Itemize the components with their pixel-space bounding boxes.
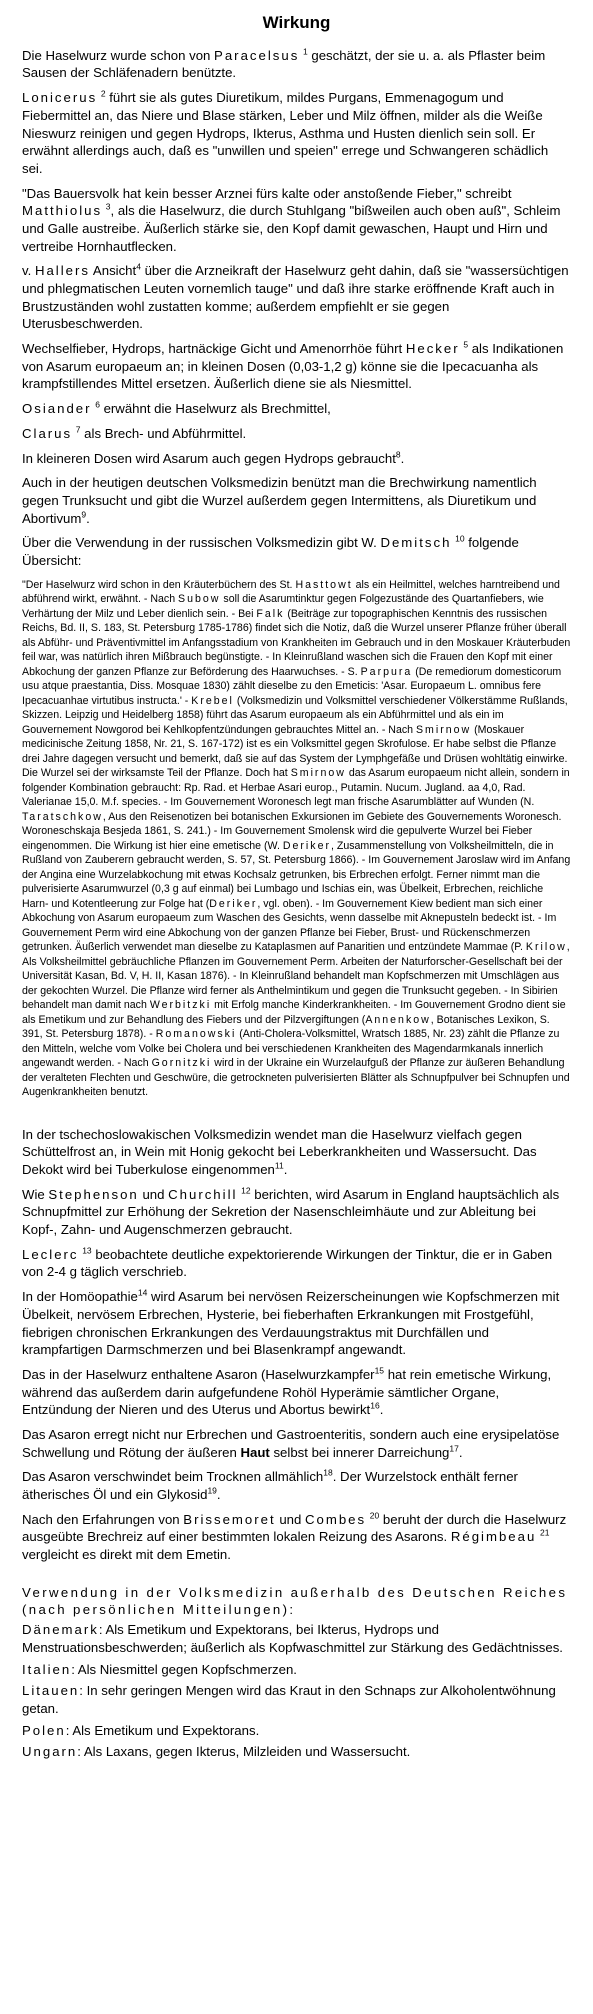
text-run: Wechselfieber, Hydrops, hartnäckige Gicht und Amenorrhöe führt	[22, 341, 406, 357]
text-run: , Als Volksheilmittel gebräuchliche Pflanzen im Gouvernement Perm. Arbeiten der Naturforscher-Gesellschaft bei der Universität Kasan, Bd. V, H. II, Kasan 1876). - In Kleinrußland behandelt man Kopfschmerzen mit Umschlägen aus der gekochten Wurzel. Die Pflanze wird ferner als Anthelmintikum und gegen die Trunksucht gegeben. - In Sibirien behandelt man damit nach	[22, 941, 570, 1012]
author-name: Taratschkow	[22, 810, 103, 823]
text-run: selbst bei innerer Darreichung	[269, 1444, 450, 1460]
author-name: Krilow	[525, 941, 567, 954]
text-run: v.	[22, 263, 35, 279]
text-run: Das Asaron verschwindet beim Trocknen allmählich	[22, 1469, 324, 1485]
usage-text: : Als Niesmittel gegen Kopfschmerzen.	[71, 1661, 297, 1677]
country-name: Ungarn	[22, 1744, 78, 1760]
footnote-ref: 17	[449, 1443, 459, 1454]
footnote-ref: 12	[241, 1185, 251, 1196]
text-run: , Aus den Reisenotizen bei botanischen Exkursionen im Gebiete des Gouvernements Woronesch. Woroneschskaja Besjeda 1861, S. 241.) - Im Gouvernement Smolensk wird die gepulverte Wurzel bei Fieber eingenommen. Die Wirkung ist hier eine emetische (W.	[22, 810, 562, 852]
paragraph	[22, 262, 571, 333]
paragraph	[22, 425, 571, 443]
text-run: geschätzt, der sie u. a. als Pflaster beim Sausen der Schläfenadern benützte.	[22, 47, 546, 81]
text-run: führt sie als gutes Diuretikum, mildes Purgans, Emmenagogum und Fiebermittel an, das Niere und Blase stärken, Leber und Milz öffnen, milder als die Weiße Nieswurz reinigen und gegen Hydrops, Ikterus, Asthma und Husten dienlich sein soll. Er erwähnt allerdings auch, daß es "unwillen und speien" errege und Schwangeren schädlich sei.	[22, 90, 549, 176]
author-name: Gornitzki	[151, 1057, 212, 1070]
footnote-ref: 16	[370, 1400, 380, 1411]
paragraph	[22, 1426, 571, 1461]
author-name: Combes	[305, 1511, 367, 1527]
author-name: Paracelsus	[214, 47, 300, 63]
usage-text: : Als Emetikum und Expektorans, bei Ikterus, Hydrops und Menstruationsbeschwerden; äußerlich als Kopfwaschmittel zur Stärkung des Gedächtnisses.	[22, 1622, 563, 1655]
footnote-ref: 14	[137, 1287, 148, 1298]
usage-item	[22, 1743, 571, 1761]
usage-item	[22, 1661, 571, 1679]
footnote-ref: 2	[100, 88, 106, 99]
footnote-ref: 19	[207, 1485, 217, 1496]
text-run: , Botanisches Lexikon, S. 391, St. Petersburg 1878). -	[22, 1013, 550, 1041]
russian-quote	[22, 578, 571, 1100]
text-run: Ansicht	[90, 263, 137, 279]
footnote-ref: 6	[95, 399, 100, 410]
paragraph	[22, 1126, 571, 1179]
text-run: Das Asaron erregt nicht nur Erbrechen und Gastroenteritis, sondern auch eine erysipelatöse Schwellung und Rötung der äußeren	[22, 1426, 560, 1460]
text-run: , Zusammenstellung von Volksheilmitteln, die in Rußland von Zauberern gebraucht werden, S. 57, St. Petersburg 1866). - Im Gouvernement Jaroslaw wird im Anfang der Angina eine Wurzelabkochung mit etwas Kochsalz getrunken, bis Erbrechen erfolgt. Ferner nimmt man die pulverisierte Asarumwurzel (0,3 g auf einmal) bei Lumbago und Ischias ein, was Übelkeit, Erbrechen, reichliche Harn- und Kotentleerung zur Folge hat (	[22, 839, 571, 910]
footnote-ref: 18	[323, 1467, 333, 1478]
author-name: Leclerc	[22, 1246, 79, 1262]
author-name: Matthiolus	[22, 203, 103, 219]
text-run: Über die Verwendung in der russischen Volksmedizin gibt W.	[22, 535, 381, 551]
footnote-ref: 9	[81, 509, 87, 520]
usage-text: : In sehr geringen Mengen wird das Kraut in den Schnaps zur Alkoholentwöhnung getan.	[22, 1683, 556, 1716]
text-run: folgende Übersicht:	[22, 535, 519, 568]
author-name: Romanowski	[155, 1028, 237, 1041]
text-run: (Volksmedizin und Volksmittel verschiedener Völkerstämme Rußlands, Skizzen. Leipzig und Heidelberg 1858) führt das Asarum europaeum als ein Abführmittel und als ein im Gouvernement Nowgorod bei Kehlkopfentzündungen gebrauchtes Mittel an. - Nach	[22, 694, 568, 736]
text-run: .	[86, 510, 90, 526]
paragraph	[22, 340, 571, 393]
footnote-ref: 11	[274, 1160, 284, 1171]
author-name: Régimbeau	[450, 1529, 537, 1545]
bold-text: Haut	[240, 1444, 270, 1460]
text-run: wird Asarum bei nervösen Reizerscheinungen wie Kopfschmerzen mit Übelkeit, nervösem Erbrechen, Hysterie, bei fieberhaften Erkrankungen mit Frostgefühl, fiebrigen chronischen Erkrankungen des Verdauungstraktus mit Durchfällen und krampfartigen Darmschmerzen und bei Blasenkrampf angewandt.	[22, 1289, 560, 1358]
author-name: Smirnow	[290, 767, 346, 780]
text-run: In der tschechoslowakischen Volksmedizin wendet man die Haselwurz vielfach gegen Schüttelfrost an, in Wein mit Honig gekocht bei Leberkrankheiten und Wassersucht. Das Dekokt wird bei Tuberkulose eingenommen	[22, 1126, 537, 1178]
author-name: Parpura	[360, 665, 413, 678]
text-run: (Moskauer medicinische Zeitung 1858, Nr. 21, S. 167-172) ist es ein Volksmittel gegen Skrofulose. Er habe selbst die Pflanze drei Jahre dagegen versucht und bemerkt, daß sie auf das System der Lymphgefäße und Drüsen wohltätig einwirke. Die Wurzel sei der wirksamste Teil der Pflanze. Doch hat	[22, 723, 568, 780]
page-title: Wirkung	[262, 13, 331, 32]
text-run: .	[216, 1487, 221, 1503]
text-run: als Brech- und Abführmittel.	[80, 425, 247, 441]
text-run: berichten, wird Asarum in England hauptsächlich als Schnupfmittel zur Erhöhung der Sekretion der Nasenschleimhäute und zur Ableitung bei Kopf-, Zahn- und Augenschmerzen gebraucht.	[22, 1186, 560, 1238]
text-run: beobachtete deutliche expektorierende Wirkungen der Tinktur, die er in Gaben von 2-4 g täglich verschrieb.	[22, 1246, 553, 1280]
text-run: wird in der Ukraine ein Wurzelaufguß der Pflanze zur äußeren Behandlung der veralteten Flechten und Geschwüre, die getrockneten pulverisierten Blätter als Schnupfpulver bei Schnupfen und Augenkrankheiten benutzt.	[22, 1057, 570, 1099]
footnote-ref: 13	[82, 1245, 92, 1256]
footnote-ref: 10	[455, 533, 465, 544]
author-name: Subow	[178, 593, 221, 606]
author-name: Falk	[256, 607, 285, 620]
text-run: über die Arzneikraft der Haselwurz geht dahin, daß sie "wassersüchtigen und phlegmatischen Leuten vornemlich tauge" und daß ihre starke eröffnende Kraft auch in Brustzuständen wohl zustatten komme; außerdem empfiehlt er sie gegen Uterusbeschwerden.	[22, 263, 569, 332]
usage-item	[22, 1682, 571, 1717]
author-name: Hallers	[34, 263, 90, 279]
author-name: Hecker	[405, 341, 460, 357]
author-name: Lonicerus	[22, 90, 98, 106]
usage-heading: Verwendung in der Volksmedizin außerhalb des Deutschen Reiches (nach persönlichen Mitteilungen):	[22, 1584, 568, 1618]
text-run: mit Erfolg manche Kinderkrankheiten. - Im Gouvernement Grodno dient sie als Emetikum und zur Behandlung des Fiebers und der Pilzvergiftungen (	[22, 999, 566, 1026]
text-run: als Indikationen von Asarum europaeum an; in kleinen Dosen (0,03-1,2 g) könne sie die Ipecacuanha als krampfstillendes Mittel ersetzen. Äußerlich diene sie als Niesmittel.	[22, 341, 564, 392]
text-run: .	[283, 1162, 288, 1178]
text-run: das Asarum europaeum nicht allein, sondern in folgender Kombination gebraucht: Rp. Rad. et Herbae Asari europ., Putamin. Nucum. Jugland. aa 4,0, Rad. Valerianae 15,0. M.f. species. - Im Gouvernement Woronesch legt man frische Asarumblätter auf Wunden (N.	[22, 767, 570, 809]
text-run: (De remediorum domesticorum usu atque praestantia, Diss. Mosquae 1830) zählt dieselbe zu den Emeticis: 'Asar. Europaeum L. omnibus fere Ipecacuanhae virtutibus instructa.' -	[22, 665, 562, 707]
text-run: als ein Heilmittel, welches harntreibend und abführend wirkt, erwähnt. - Nach	[22, 578, 560, 606]
text-run: .	[379, 1402, 384, 1418]
usage-item	[22, 1621, 571, 1656]
author-name: Deriker	[209, 897, 258, 910]
text-run: In der Homöopathie	[22, 1289, 138, 1305]
footnote-ref: 1	[302, 46, 308, 57]
usage-text: : Als Laxans, gegen Ikterus, Milzleiden und Wassersucht.	[77, 1744, 411, 1760]
country-name: Polen	[22, 1722, 66, 1738]
footnote-ref: 3	[105, 201, 111, 212]
footnote-ref: 8	[395, 449, 401, 460]
footnote-ref: 7	[75, 424, 81, 435]
text-run: und	[275, 1511, 305, 1527]
author-name: Krebel	[191, 694, 234, 707]
paragraph	[22, 534, 571, 569]
footnote-ref: 4	[136, 261, 141, 272]
paragraph	[22, 1186, 571, 1239]
paragraph	[22, 185, 571, 256]
text-run: Wie	[22, 1186, 49, 1202]
usage-list	[22, 1621, 571, 1761]
text-run: In kleineren Dosen wird Asarum auch gegen Hydrops gebraucht	[22, 450, 396, 466]
text-run: .	[458, 1444, 463, 1460]
footnote-ref: 15	[374, 1365, 385, 1376]
author-name: Clarus	[22, 425, 73, 441]
footnote-ref: 21	[539, 1528, 550, 1538]
paragraph	[22, 400, 571, 418]
author-name: Demitsch	[380, 535, 452, 551]
author-name: Hasttowt	[295, 578, 353, 591]
usage-text: : Als Emetikum und Expektorans.	[65, 1722, 260, 1738]
author-name: Stephenson	[48, 1186, 139, 1202]
text-run: .	[400, 450, 405, 466]
intro-paragraphs	[22, 47, 571, 570]
author-name: Werbitzki	[149, 999, 212, 1012]
text-run: , vgl. oben). - Im Gouvernement Kiew bedient man sich einer Abkochung von Asarum europaeum zum Waschen des Gesichts, wenn dasselbe mit Aknepusteln bedeckt ist. - Im Gouvernement Perm wird eine Abkochung von der ganzen Pflanze bei Fieber, Brust- und Rückenschmerzen getrunken. Äußerlich verwendet man dieselbe zu Kataplasmen auf Panaritien und entzündete Mammae (P.	[22, 897, 557, 954]
text-run: Das in der Haselwurz enthaltene Asaron (Haselwurzkampfer	[22, 1366, 375, 1382]
country-name: Dänemark	[22, 1622, 99, 1638]
text-run: vergleicht es direkt mit dem Emetin.	[22, 1547, 231, 1563]
footnote-ref: 5	[463, 339, 469, 350]
text-run: . Der Wurzelstock enthält ferner ätherisches Öl und ein Glykosid	[22, 1469, 518, 1503]
text-run: soll die Asarumtinktur gegen Folgezustände des Quartanfiebers, wie Verhärtung der Milz und Leber dienlich sein. - Bei	[22, 593, 544, 620]
text-run: Nach den Erfahrungen von	[22, 1511, 184, 1527]
later-paragraphs	[22, 1126, 571, 1564]
paragraph	[22, 89, 571, 177]
text-run: beruht der durch die Haselwurz ausgeübte Brechreiz auf einer bestimmten lokalen Reizung des Asarons.	[22, 1511, 567, 1545]
paragraph	[22, 474, 571, 527]
author-name: Osiander	[22, 401, 92, 417]
paragraph	[22, 1366, 571, 1419]
text-run: Die Haselwurz wurde schon von	[22, 47, 215, 63]
paragraph	[22, 1511, 571, 1564]
author-name: Brissemoret	[183, 1511, 276, 1527]
text-run: hat rein emetische Wirkung, während das außerdem darin aufgefundene Rohöl Hyperämie sämtlicher Organe, Entzündung der Nieren und des Uterus und Abortus bewirkt	[22, 1366, 552, 1418]
paragraph	[22, 450, 571, 468]
text-run: (Beiträge zur topographischen Kenntnis des russischen Reichs, Bd. II, S. 183, St. Petersburg 1785-1786) findet sich die Notiz, daß die Wurzel unserer Pflanze früher überall als Abführ- und Präventivmittel im Anfangsstadium von Krankheiten im Gebrauch und in den Moskauer Kräuterbuden feil war, was natürlich ihren Mißbrauch begünstigte. - In Kleinrußland waschen sich die Frauen den Kopf mit einer Abkochung der ganzen Pflanze zur Beförderung des Haarwuchses. - S.	[22, 607, 571, 678]
paragraph	[22, 1288, 571, 1359]
usage-item	[22, 1722, 571, 1740]
country-name: Litauen	[22, 1683, 80, 1699]
text-run: Auch in der heutigen deutschen Volksmedizin benützt man die Brechwirkung namentlich gegen Trunksucht und gibt die Wurzel außerdem gegen Intermittens, als Diuretikum und Abortivum	[22, 475, 537, 526]
country-name: Italien	[22, 1661, 72, 1677]
author-name: Deriker	[282, 839, 331, 852]
paragraph	[22, 47, 571, 82]
paragraph	[22, 1246, 571, 1281]
paragraph	[22, 1468, 571, 1503]
text-run: erwähnt die Haselwurz als Brechmittel,	[99, 401, 331, 417]
author-name: Churchill	[168, 1186, 238, 1202]
text-run: , als die Haselwurz, die durch Stuhlgang "bißweilen auch oben auß", Schleim und Galle austreibe. Äußerlich stärke sie, den Kopf damit gewaschen, Haupt und Hirn und vertreibe Hornhautflecken.	[22, 203, 561, 254]
text-run: "Der Haselwurz wird schon in den Kräuterbüchern des St.	[22, 578, 296, 591]
author-name: Smirnow	[415, 723, 472, 736]
text-run: (Anti-Cholera-Volksmittel, Wratsch 1885, Nr. 23) zählt die Pflanze zu den Mitteln, welche vom Volke bei Cholera und bei verschiedenen Krankheiten des Magendarmkanals innerlich angewandt werden. - Nach	[22, 1028, 560, 1070]
text-run: "Das Bauersvolk hat kein besser Arznei fürs kalte oder anstoßende Fieber," schreibt	[22, 185, 512, 201]
text-run: und	[138, 1186, 169, 1202]
author-name: Annenkow	[365, 1013, 431, 1026]
footnote-ref: 20	[369, 1510, 380, 1521]
